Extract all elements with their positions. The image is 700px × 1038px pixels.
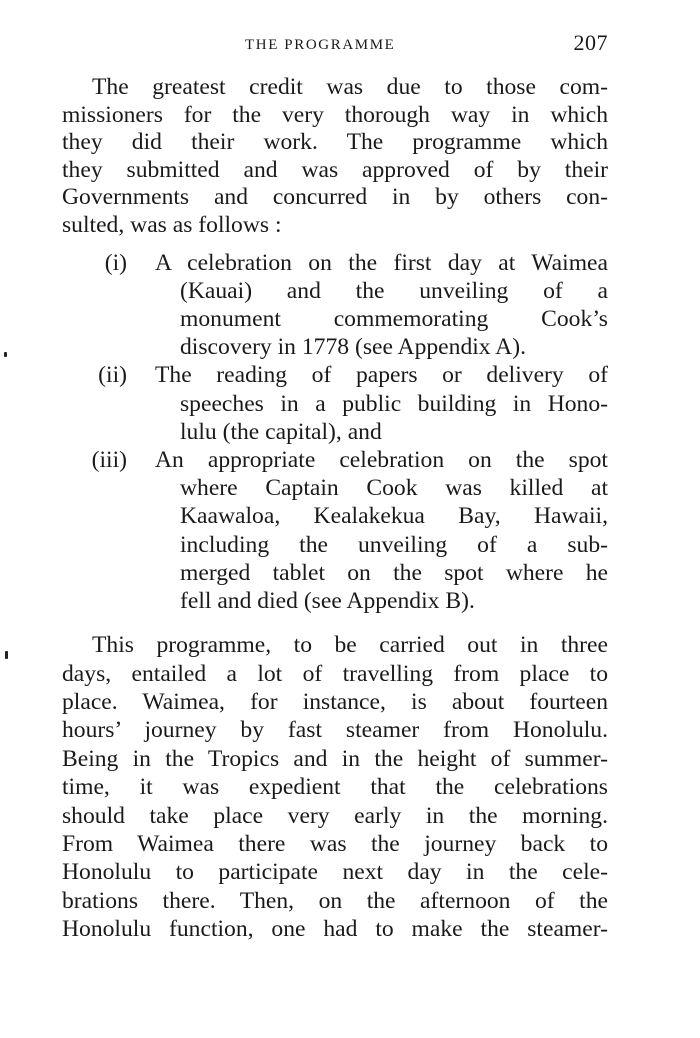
list-item-i xyxy=(62,249,608,362)
paragraph-line: hours’ journey by fast steamer from Honolulu. xyxy=(62,717,608,744)
paragraph-line: should take place very early in the morning. xyxy=(62,802,608,829)
list-item-line: speeches in a public building in Hono- xyxy=(180,390,608,417)
list-item-line: where Captain Cook was killed at xyxy=(180,475,608,502)
list-item-number: (i) xyxy=(104,249,127,276)
list-item-line: An appropriate celebration on the spot xyxy=(155,446,608,473)
list-item-line: lulu (the capital), and xyxy=(180,418,382,445)
programme-list xyxy=(62,249,608,616)
list-item-line: fell and died (see Appendix B). xyxy=(180,588,475,614)
list-item-line: A celebration on the first day at Waimea xyxy=(155,249,608,276)
running-head xyxy=(62,30,608,60)
list-item-ii xyxy=(62,361,608,446)
list-item-iii xyxy=(62,446,608,615)
list-item-number: (iii) xyxy=(91,446,127,473)
paragraph-line: they submitted and was approved of by their xyxy=(62,156,608,183)
paragraph-1 xyxy=(62,74,608,240)
margin-speck xyxy=(5,651,8,659)
list-item-line: monument commemorating Cook’s xyxy=(180,305,608,332)
running-head-title: THE PROGRAMME xyxy=(245,37,396,53)
paragraph-line: The greatest credit was due to those com- xyxy=(92,74,608,100)
list-item-line: discovery in 1778 (see Appendix A). xyxy=(180,334,526,361)
paragraph-line: Honolulu to participate next day in the cele- xyxy=(62,859,608,886)
paragraph-line: Honolulu function, one had to make the steamer- xyxy=(62,916,608,943)
paragraph-line: sulted, was as follows : xyxy=(62,211,282,238)
paragraph-line: Governments and concurred in by others con- xyxy=(62,184,608,211)
list-item-line: merged tablet on the spot where he xyxy=(180,559,608,586)
list-item-number: (ii) xyxy=(98,362,127,389)
paragraph-line: From Waimea there was the journey back to xyxy=(62,831,608,858)
paragraph-line: brations there. Then, on the afternoon of the xyxy=(62,887,608,914)
list-item-line: including the unveiling of a sub- xyxy=(180,531,608,558)
margin-speck xyxy=(4,352,7,357)
paragraph-line: Being in the Tropics and in the height of summer- xyxy=(62,745,608,772)
paragraph-line: place. Waimea, for instance, is about fourteen xyxy=(62,689,608,716)
paragraph-line: they did their work. The programme which xyxy=(62,129,608,156)
list-item-line: The reading of papers or delivery of xyxy=(155,362,608,389)
list-item-line: (Kauai) and the unveiling of a xyxy=(180,277,608,304)
paragraph-line: days, entailed a lot of travelling from place to xyxy=(62,660,608,687)
paragraph-line: time, it was expedient that the celebrations xyxy=(62,774,608,801)
page-number: 207 xyxy=(573,30,608,55)
paragraph-2 xyxy=(62,631,608,943)
book-page xyxy=(62,30,608,944)
paragraph-line: missioners for the very thorough way in which xyxy=(62,101,608,128)
list-item-line: Kaawaloa, Kealakekua Bay, Hawaii, xyxy=(180,503,608,530)
paragraph-line: This programme, to be carried out in three xyxy=(92,632,608,659)
